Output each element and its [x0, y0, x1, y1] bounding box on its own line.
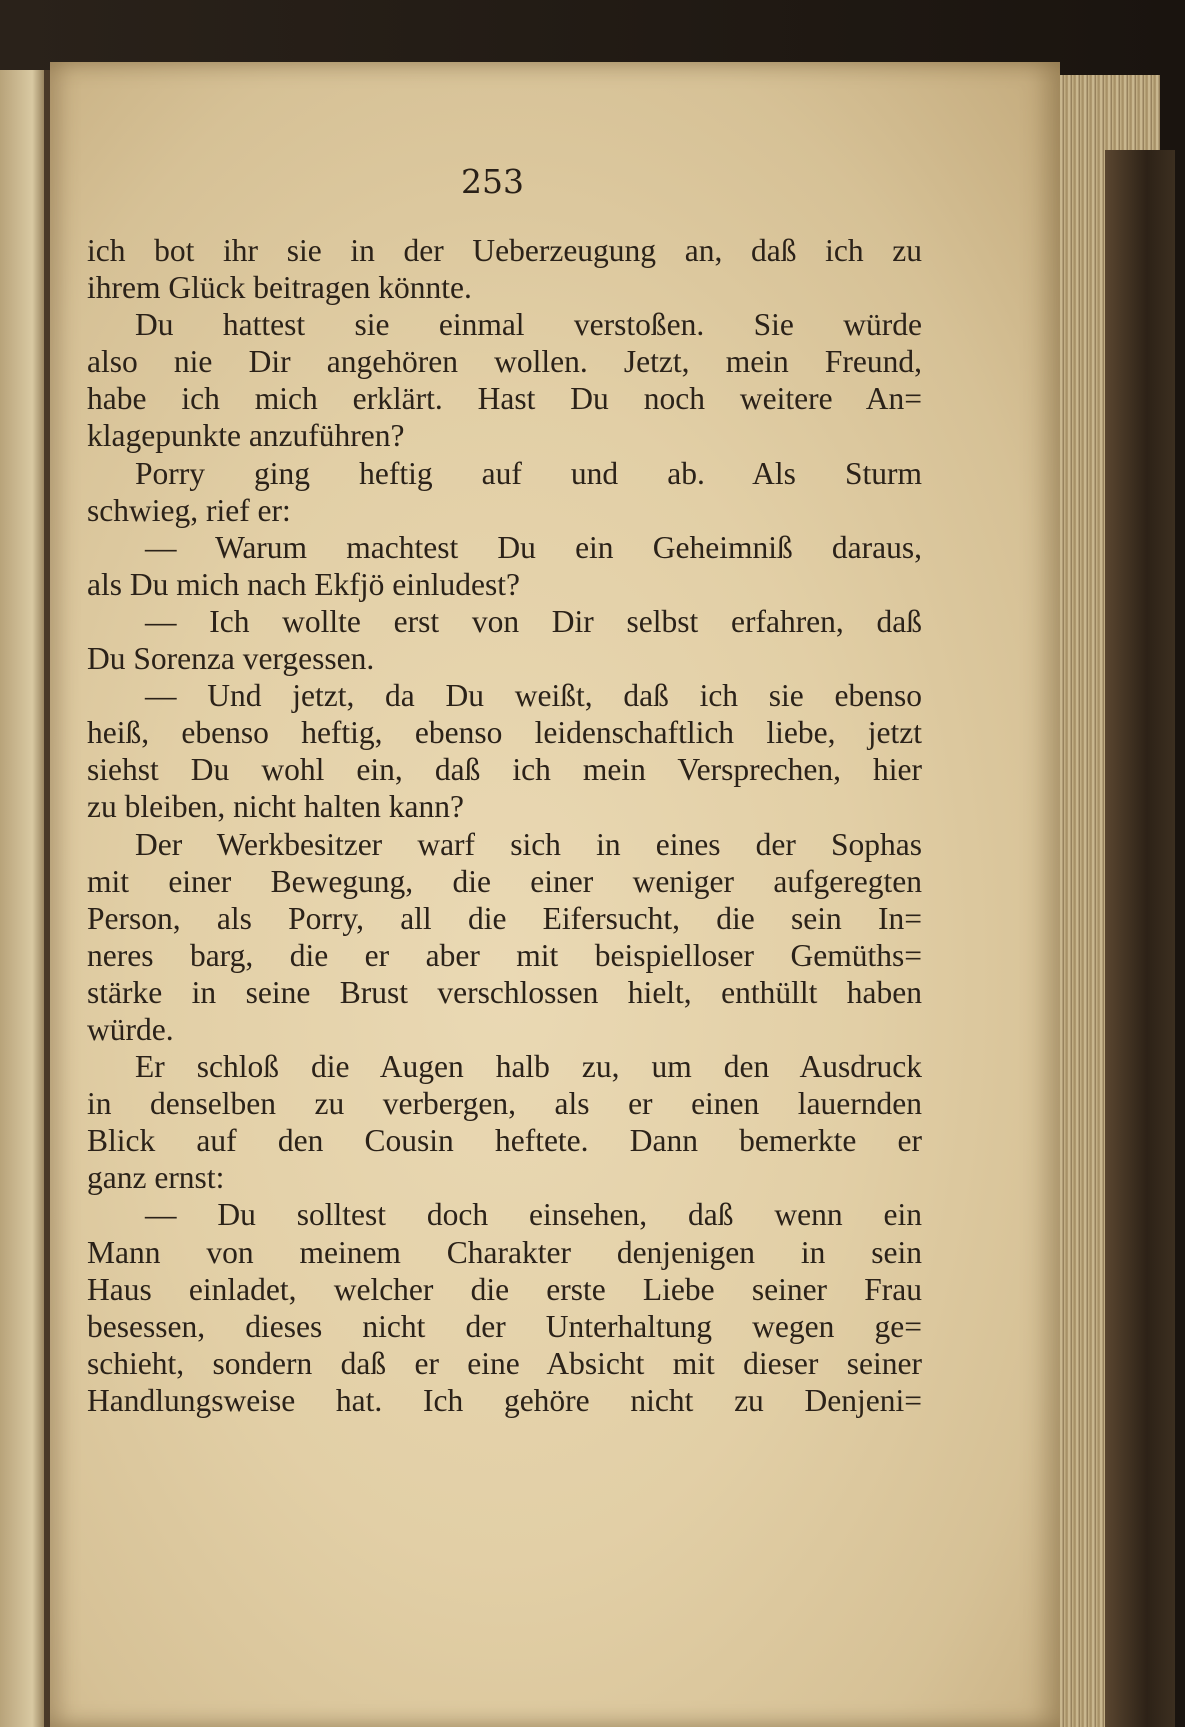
text-line: in denselben zu verbergen, als er einen lauernden [87, 1086, 922, 1122]
text-line: — Du solltest doch einsehen, daß wenn ein [145, 1197, 922, 1233]
text-line: heiß, ebenso heftig, ebenso leidenschaftlich liebe, jetzt [87, 715, 922, 751]
text-line: zu bleiben, nicht halten kann? [87, 789, 464, 825]
text-line: Handlungsweise hat. Ich gehöre nicht zu Denjeni= [87, 1382, 922, 1418]
text-line: siehst Du wohl ein, daß ich mein Versprechen, hier [87, 752, 922, 788]
text-line: Mann von meinem Charakter denjenigen in sein [87, 1234, 922, 1270]
book-cover-edge [1105, 150, 1175, 1727]
text-line: ich bot ihr sie in der Ueberzeugung an, daß ich zu [87, 233, 922, 268]
text-line: — Warum machtest Du ein Geheimniß daraus, [145, 529, 922, 565]
left-page-edge [0, 70, 46, 1727]
text-line: Du hattest sie einmal verstoßen. Sie würde [135, 307, 922, 343]
text-line: also nie Dir angehören wollen. Jetzt, mein Freund, [87, 344, 922, 380]
book-page [50, 62, 1060, 1727]
text-line: ganz ernst: [87, 1160, 225, 1196]
text-line: Person, als Porry, all die Eifersucht, die sein In= [87, 900, 922, 936]
text-line: neres barg, die er aber mit beispielloser Gemüths= [87, 937, 922, 973]
text-line: besessen, dieses nicht der Unterhaltung wegen ge= [87, 1308, 922, 1344]
text-line: Blick auf den Cousin heftete. Dann bemerkte er [87, 1123, 922, 1159]
body-text [87, 232, 922, 1419]
text-line: würde. [87, 1011, 174, 1047]
text-line: Der Werkbesitzer warf sich in eines der Sophas [135, 826, 922, 862]
text-line: ihrem Glück beitragen könnte. [87, 270, 472, 306]
text-line: schieht, sondern daß er eine Absicht mit dieser seiner [87, 1345, 922, 1381]
text-line: Porry ging heftig auf und ab. Als Sturm [135, 455, 922, 491]
text-line: stärke in seine Brust verschlossen hielt, enthüllt haben [87, 974, 922, 1010]
text-line: schwieg, rief er: [87, 492, 291, 528]
text-line: habe ich mich erklärt. Hast Du noch weitere An= [87, 381, 922, 417]
text-line: — Und jetzt, da Du weißt, daß ich sie ebenso [145, 678, 922, 714]
page-number: 253 [461, 162, 524, 201]
text-line: Er schloß die Augen halb zu, um den Ausdruck [135, 1049, 922, 1085]
text-line: Du Sorenza vergessen. [87, 641, 375, 677]
text-line: als Du mich nach Ekfjö einludest? [87, 566, 521, 602]
text-line: Haus einladet, welcher die erste Liebe seiner Frau [87, 1271, 922, 1307]
text-line: mit einer Bewegung, die einer weniger aufgeregten [87, 863, 922, 899]
text-line: — Ich wollte erst von Dir selbst erfahren, daß [145, 603, 922, 639]
text-line: klagepunkte anzuführen? [87, 418, 405, 454]
